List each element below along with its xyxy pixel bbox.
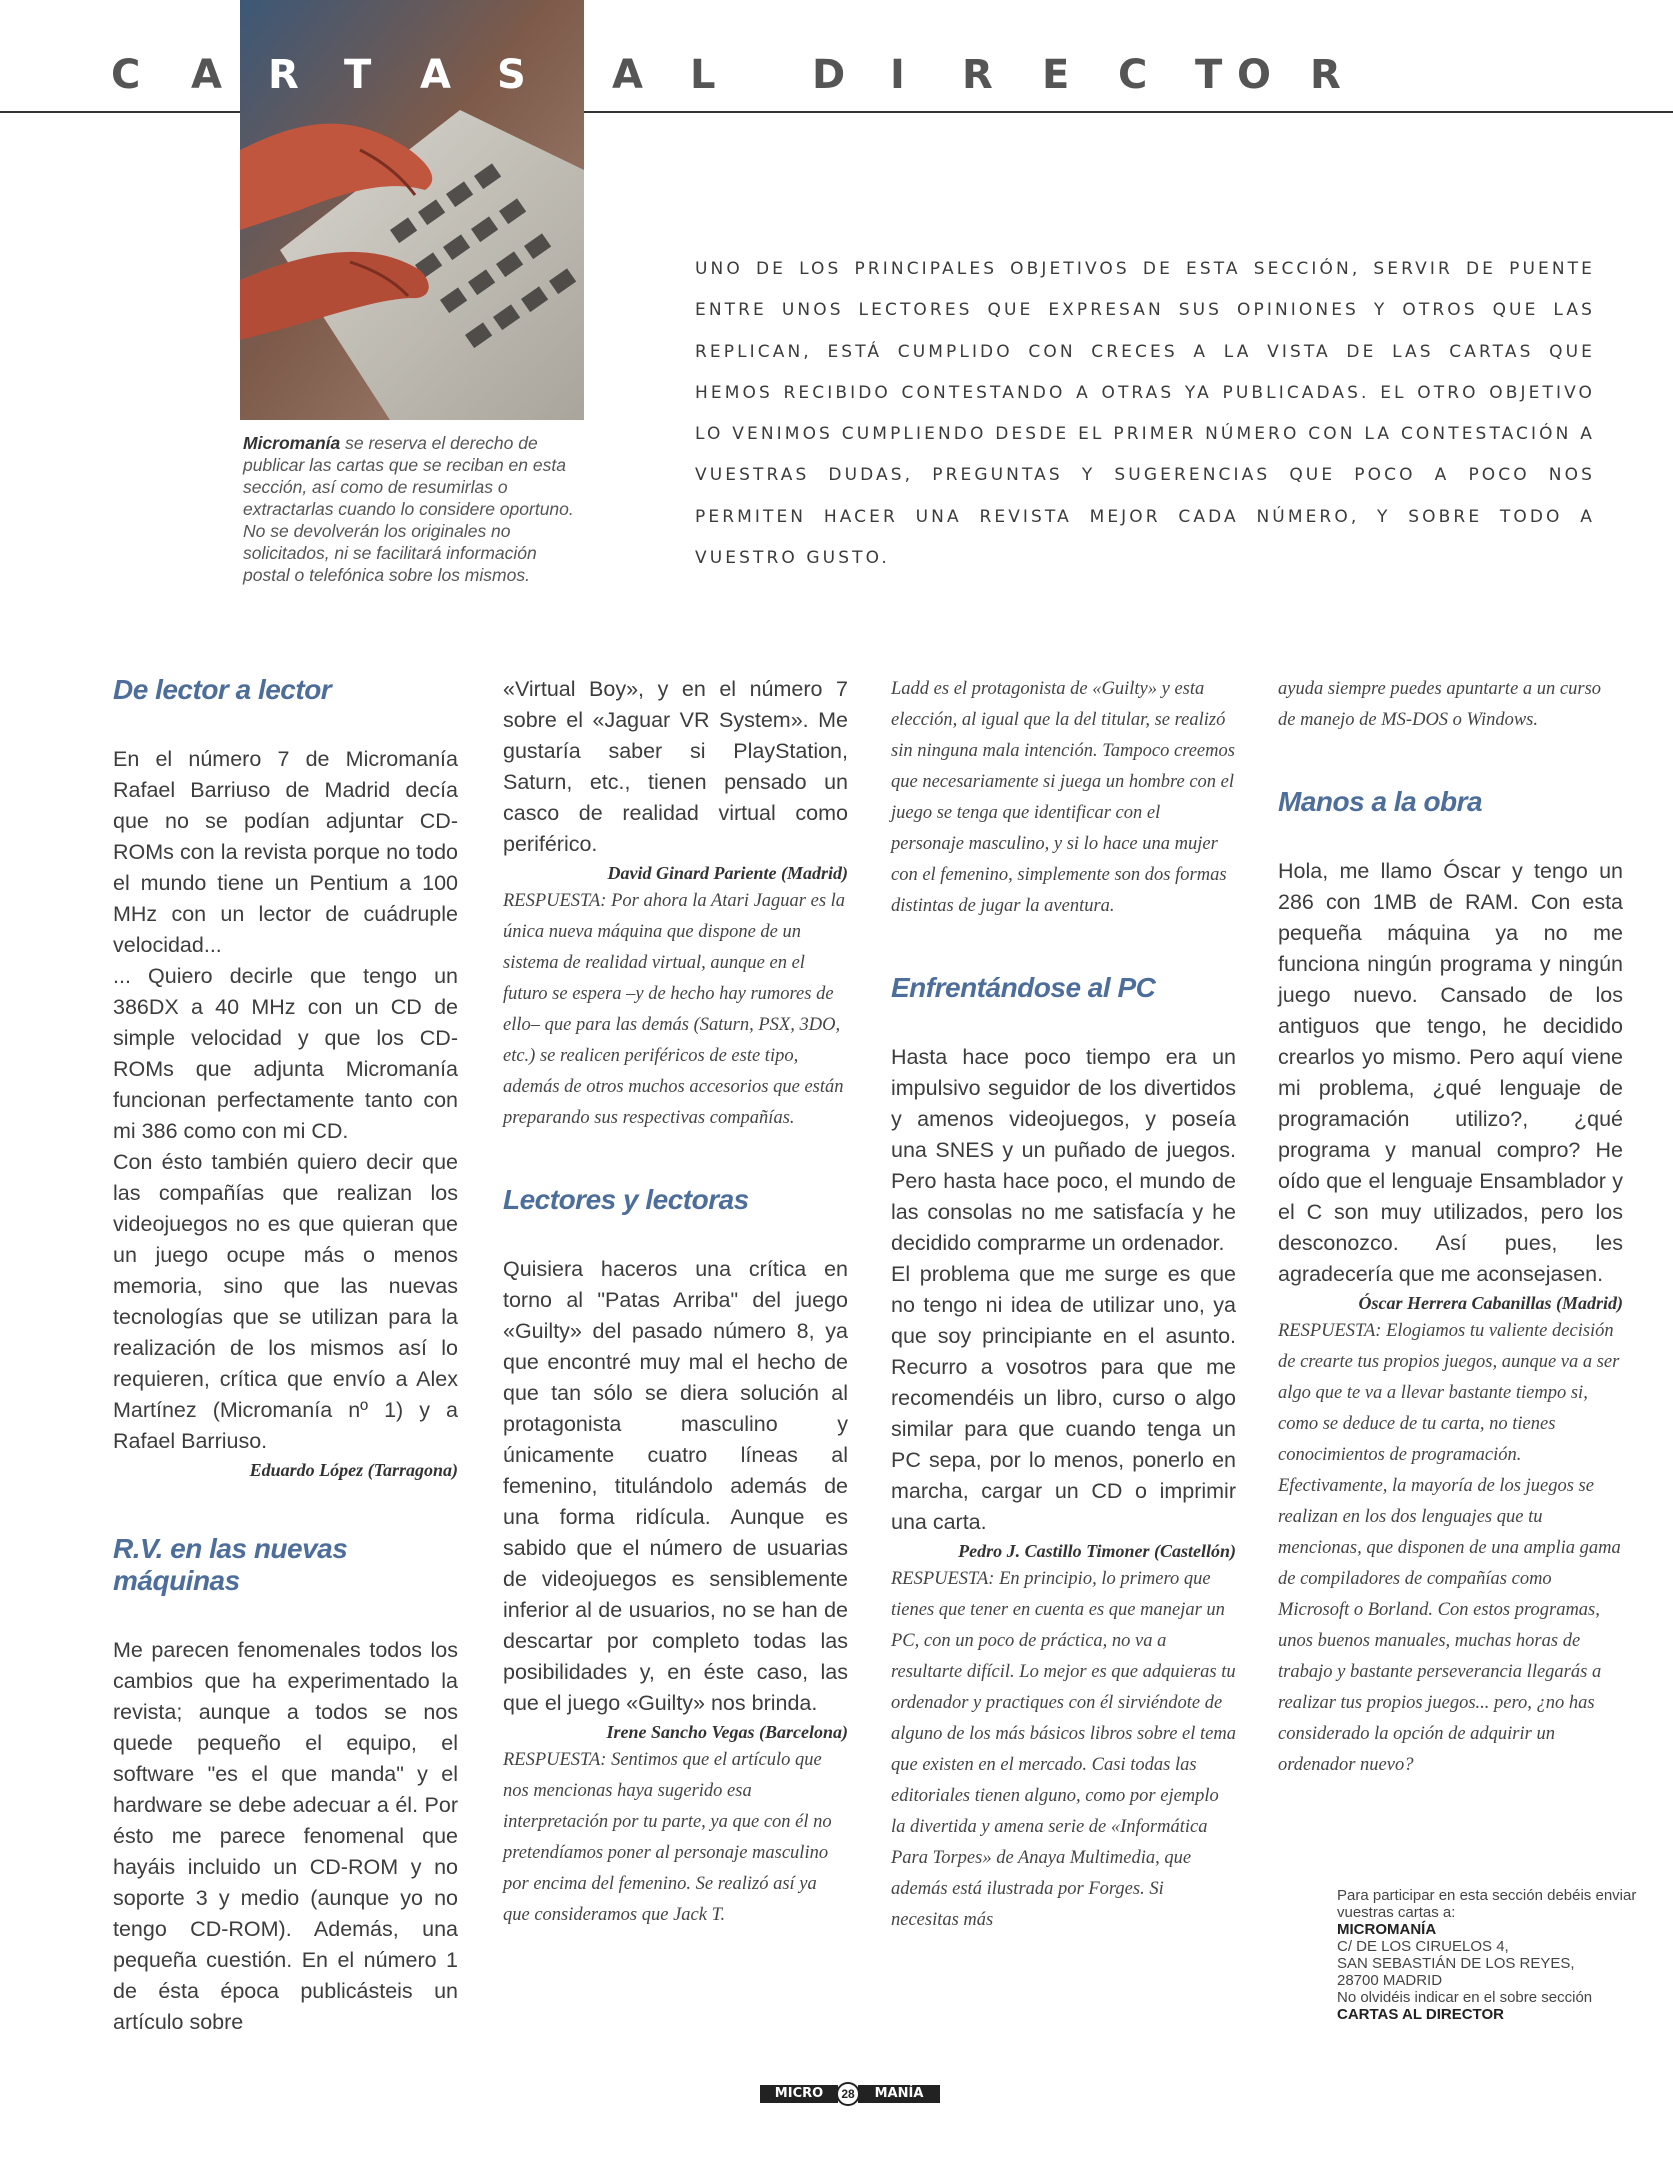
letter-signature: Óscar Herrera Cabanillas (Madrid) <box>1358 1293 1623 1313</box>
editor-response: RESPUESTA: Sentimos que el artículo que nos mencionas haya sugerido esa interpretación por tu parte, ya que con él no pretendíamos poner al personaje masculino por encima del femenino. Se realizó así ya que consideramos que Jack T. <box>503 1750 832 1925</box>
title-letter: C <box>111 52 141 98</box>
letter-signature: David Ginard Pariente (Madrid) <box>607 863 848 883</box>
title-letter: R <box>962 52 993 98</box>
section-title <box>0 52 1673 102</box>
section-name: CARTAS AL DIRECTOR <box>1337 2006 1504 2023</box>
envelope-note: No olvidéis indicar en el sobre sección <box>1337 1989 1593 2006</box>
heading-lectores-y-lectoras: Lectores y lectoras <box>503 1184 749 1215</box>
page-number: 28 <box>836 2082 860 2106</box>
title-letter: I <box>890 52 905 98</box>
letter-paragraph: El problema que me surge es que no tengo ni idea de utilizar uno, ya que soy principiante en el asunto. Recurro a vosotros para que me recomendéis un libro, curso o algo similar para que cuando tenga un PC sepa, por lo menos, ponerlo en marcha, cargar un CD o imprimir una carta. <box>891 1262 1236 1534</box>
column-1 <box>113 674 458 2038</box>
caption-brand: Micromanía <box>243 433 341 453</box>
title-letter: E <box>1042 52 1070 98</box>
letter-paragraph: En el número 7 de Micromanía Rafael Barriuso de Madrid decía que no se podían adjuntar CD-ROMs con la revista porque no todo el mundo tiene un Pentium a 100 MHz con un lector de cuádruple velocidad... <box>113 747 458 957</box>
address-line: 28700 MADRID <box>1337 1972 1443 1989</box>
title-letter: L <box>690 52 716 98</box>
footer-logo-left: MICRO <box>760 2085 838 2103</box>
title-letter: T <box>344 52 372 98</box>
title-letter: S <box>497 52 526 98</box>
title-letter: O <box>1237 52 1272 98</box>
title-letter: D <box>812 52 846 98</box>
title-letter: R <box>1310 52 1341 98</box>
letter-paragraph: «Virtual Boy», y en el número 7 sobre el «Jaguar VR System». Me gustaría saber si PlayStation, Saturn, etc., tienen pensado un casco de realidad virtual como periférico. <box>503 677 848 856</box>
submission-info <box>1337 1887 1637 2023</box>
magazine-name: MICROMANÍA <box>1337 1921 1437 1938</box>
editor-response: Ladd es el protagonista de «Guilty» y esta elección, al igual que la del titular, se realizó sin ninguna mala intención. Tampoco creemos que necesariamente si juega un hombre con el juego se tenga que identificar con el personaje masculino, y si lo hace una mujer con el femenino, simplemente son dos formas distintas de jugar la aventura. <box>891 679 1235 916</box>
letter-paragraph: Hola, me llamo Óscar y tengo un 286 con 1MB de RAM. Con esta pequeña máquina ya no me funciona ningún programa y ningún juego nuevo. Cansado de los antiguos que tengo, he decidido crearlos yo mismo. Pero aquí viene mi problema, ¿qué lenguaje de programación utilizo?, ¿qué programa y manual compro? He oído que el lenguaje Ensamblador y el C son muy utilizados, pero los desconozco. Así pues, les agradecería que me aconsejasen. <box>1278 859 1623 1286</box>
title-letter: C <box>1118 52 1148 98</box>
intro-paragraph: UNO DE LOS PRINCIPALES OBJETIVOS DE ESTA SECCIÓN, SERVIR DE PUENTE ENTRE UNOS LECTORES QUE EXPRESAN SUS OPINIONES Y OTROS QUE LAS REPLICAN, ESTÁ CUMPLIDO CON CRECES A LA VISTA DE LAS CARTAS QUE HEMOS RECIBIDO CONTESTANDO A OTRAS YA PUBLICADAS. EL OTRO OBJETIVO LO VENIMOS CUMPLIENDO DESDE EL PRIMER NÚMERO CON LA CONTESTACIÓN A VUESTRAS DUDAS, PREGUNTAS Y SUGERENCIAS QUE POCO A POCO NOS PERMITEN HACER UNA REVISTA MEJOR CADA NÚMERO, Y SOBRE TODO A VUESTRO GUSTO. <box>695 259 1595 569</box>
editor-response: RESPUESTA: Por ahora la Atari Jaguar es la única nueva máquina que dispone de un sistema de realidad virtual, aunque en el futuro se espera –y de hecho hay rumores de ello– que para las demás (Saturn, PSX, 3DO, etc.) se realicen periféricos de este tipo, además de otros muchos accesorios que están preparando sus respectivas compañías. <box>503 891 846 1128</box>
caption-text: se reserva el derecho de publicar las cartas que se reciban en esta sección, así como de resumirlas o extractarlas cuando lo considere oportuno. No se devolverán los originales no solicitados, ni se facilitará información postal o telefónica sobre los mismos. <box>243 433 574 585</box>
letter-signature: Irene Sancho Vegas (Barcelona) <box>606 1722 848 1742</box>
column-2 <box>503 674 848 1931</box>
footer-logo-right: MANÍA <box>858 2085 940 2103</box>
letter-paragraph: ... Quiero decirle que tengo un 386DX a 40 MHz con un CD de simple velocidad y que los CD-ROMs que adjunta Micromanía funcionan perfectamente tanto con mi 386 como con mi CD. <box>113 964 458 1143</box>
heading-manos-a-la-obra: Manos a la obra <box>1278 786 1483 817</box>
title-letter: R <box>268 52 299 98</box>
letter-paragraph: Quisiera haceros una crítica en torno al "Patas Arriba" del juego «Guilty» del pasado número 8, ya que encontré muy mal el hecho de que tan sólo se diera solución al protagonista masculino y únicamente cuatro líneas al femenino, titulándolo además de una forma ridícula. Aunque es sabido que el número de usuarias de videojuegos es sensiblemente inferior al de usuarios, no se han de descartar por completo todas las posibilidades y, en éste caso, las que el juego «Guilty» nos brinda. <box>503 1257 848 1715</box>
heading-enfrentandose-al-pc: Enfrentándose al PC <box>891 972 1156 1003</box>
letter-paragraph: Con ésto también quiero decir que las compañías que realizan los videojuegos no es que quieran que un juego ocupe más o menos memoria, sino que las nuevas tecnologías que se utilizan para la realización de los mismos así lo requieren, crítica que envío a Alex Martínez (Micromanía nº 1) y a Rafael Barriuso. <box>113 1150 458 1453</box>
column-3 <box>891 674 1236 1936</box>
title-letter: A <box>191 52 222 98</box>
letter-paragraph: Me parecen fenomenales todos los cambios que ha experimentado la revista; aunque a todos se nos quede pequeño el equipo, el software "es el que manda" y el hardware se debe adecuar a él. Por ésto me parece fenomenal que hayáis incluido un CD-ROM y no soporte 3 y medio (aunque yo no tengo CD-ROM). Además, una pequeña cuestión. En el número 1 de ésta época publicásteis un artículo sobre <box>113 1638 458 2034</box>
submission-instructions: Para participar en esta sección debéis enviar vuestras cartas a: <box>1337 1887 1637 1921</box>
title-letter: T <box>1195 52 1223 98</box>
column-4 <box>1278 674 1623 1781</box>
heading-de-lector-a-lector: De lector a lector <box>113 674 332 705</box>
photo-caption <box>243 432 583 586</box>
letter-signature: Pedro J. Castillo Timoner (Castellón) <box>958 1541 1236 1561</box>
page-footer-logo <box>760 2082 940 2106</box>
title-letter: A <box>420 52 451 98</box>
heading-rv-nuevas-maquinas: R.V. en las nuevas máquinas <box>113 1533 348 1596</box>
title-letter: A <box>612 52 643 98</box>
letter-paragraph: Hasta hace poco tiempo era un impulsivo seguidor de los divertidos y amenos videojuegos, y poseía una SNES y un puñado de juegos. Pero hasta hace poco, el mundo de las consolas no me satisfacía y he decidido comprarme un ordenador. <box>891 1045 1236 1255</box>
editor-response: RESPUESTA: En principio, lo primero que tienes que tener en cuenta es que manejar un PC, con un poco de práctica, no va a resultarte difícil. Lo mejor es que adquieras tu ordenador y practiques con él sirviéndote de alguno de los más básicos libros sobre el tema que existen en el mercado. Casi todas las editoriales tienen alguno, como por ejemplo la divertida y amena serie de «Informática Para Torpes» de Anaya Multimedia, que además está ilustrada por Forges. Si necesitas más <box>891 1569 1236 1930</box>
letter-signature: Eduardo López (Tarragona) <box>249 1460 458 1480</box>
editor-response: ayuda siempre puedes apuntarte a un curso de manejo de MS-DOS o Windows. <box>1278 679 1602 730</box>
editor-response: RESPUESTA: Elogiamos tu valiente decisión de crearte tus propios juegos, aunque va a ser algo que te va a llevar bastante tiempo si, como se deduce de tu carta, no tienes conocimientos de programación. Efectivamente, la mayoría de los juegos se realizan en los dos lenguajes que tu mencionas, que disponen de una amplia gama de compiladores de compañías como Microsoft o Borland. Con estos programas, unos buenos manuales, muchas horas de trabajo y bastante perseverancia llegarás a realizar tus propios juegos... pero, ¿no has considerado la opción de adquirir un ordenador nuevo? <box>1278 1321 1621 1775</box>
address-line: C/ DE LOS CIRUELOS 4, <box>1337 1938 1509 1955</box>
address-line: SAN SEBASTIÁN DE LOS REYES, <box>1337 1955 1575 1972</box>
